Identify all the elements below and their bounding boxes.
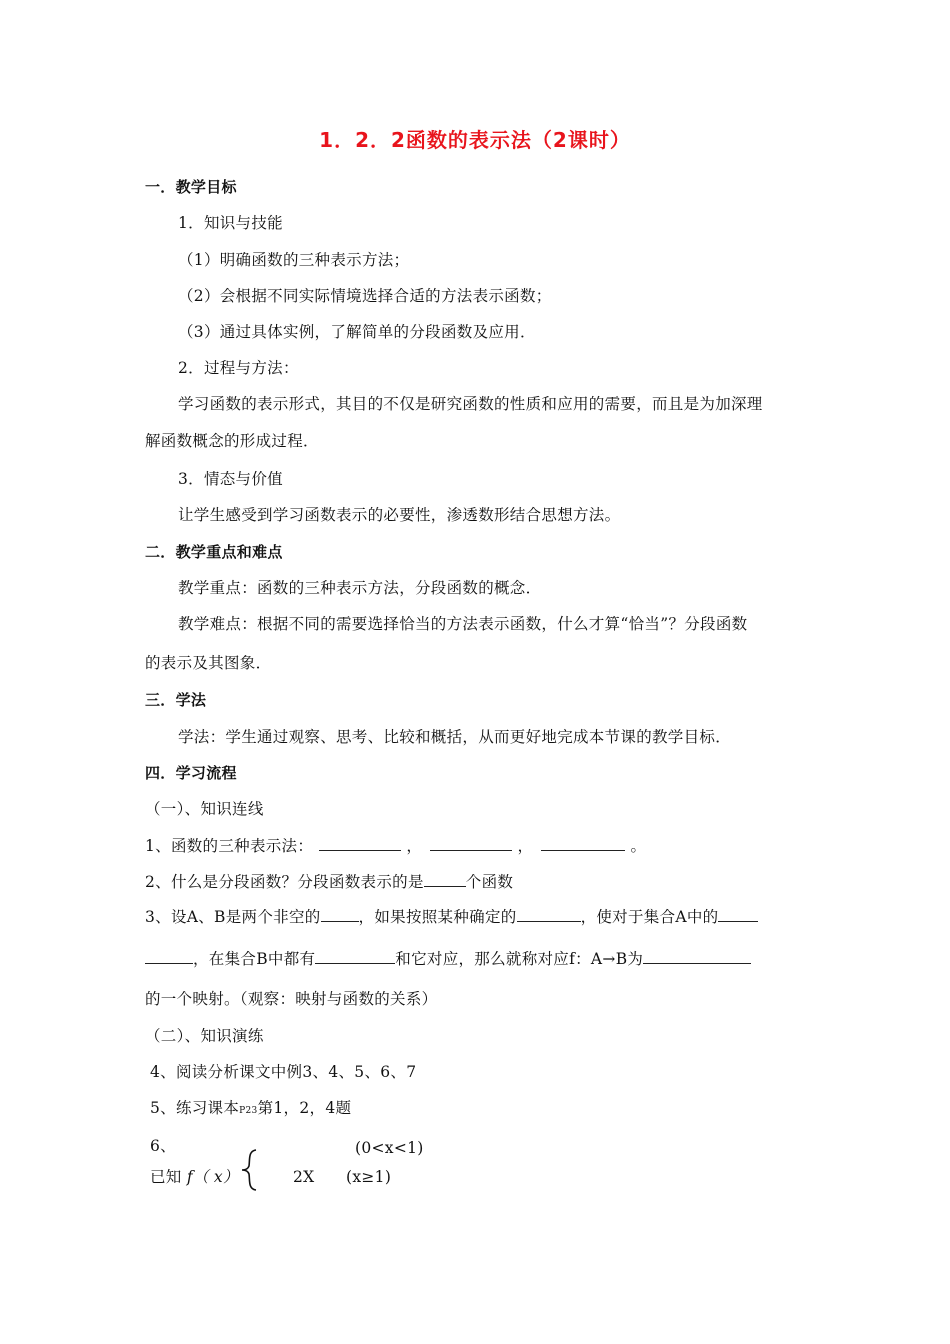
- document-title: 1．2．2函数的表示法（2课时）: [319, 128, 631, 152]
- answer-blank[interactable]: [430, 835, 512, 851]
- question-2-text: 2、什么是分段函数？分段函数表示的是: [145, 873, 424, 891]
- question-5: [150, 1098, 351, 1121]
- process-text-line-2: 解函数概念的形成过程．: [145, 432, 319, 450]
- answer-blank[interactable]: [319, 835, 401, 851]
- section-heading-method: 三．学法: [145, 691, 207, 709]
- goal-attitude-values: 3．情态与价值: [178, 470, 283, 488]
- answer-blank[interactable]: [541, 835, 625, 851]
- answer-blank[interactable]: [424, 871, 466, 887]
- question-3-text-b: ，如果按照某种确定的: [358, 908, 517, 926]
- comma-separator: ，: [406, 837, 423, 855]
- answer-blank[interactable]: [643, 948, 751, 964]
- answer-blank[interactable]: [517, 906, 581, 922]
- question-3-line-3: 的一个映射。（观察：映射与函数的关系）: [145, 990, 438, 1008]
- attitude-text: 让学生感受到学习函数表示的必要性，渗透数形结合思想方法。: [178, 506, 621, 524]
- page-reference: P23: [239, 1106, 258, 1116]
- answer-blank[interactable]: [145, 948, 193, 964]
- part-knowledge-practice: （二）、知识演练: [145, 1027, 264, 1045]
- full-stop: 。: [630, 837, 647, 855]
- part-knowledge-link: （一）、知识连线: [145, 800, 264, 818]
- function-f-of-x: f（ x）: [186, 1168, 239, 1186]
- goal-item-2: （2）会根据不同实际情境选择合适的方法表示函数；: [178, 287, 552, 305]
- given-text: 已知: [150, 1168, 182, 1186]
- question-3-text-c: ，使对于集合A中的: [580, 908, 719, 926]
- goal-item-1: （1）明确函数的三种表示方法；: [178, 251, 410, 269]
- question-1: [145, 835, 646, 856]
- question-3-text-a: 3、设A、B是两个非空的: [145, 908, 321, 926]
- difficulty-line-2: 的表示及其图象．: [145, 654, 272, 672]
- question-3-text-e: 和它对应，那么就称对应f：A→B为: [395, 950, 644, 968]
- goal-item-3: （3）通过具体实例，了解简单的分段函数及应用．: [178, 323, 536, 341]
- process-text-line-1: 学习函数的表示形式，其目的不仅是研究函数的性质和应用的需要，而且是为加深理: [178, 395, 763, 413]
- question-2-tail: 个函数: [465, 873, 514, 891]
- question-2: [145, 871, 513, 892]
- goal-knowledge-skills: 1．知识与技能: [178, 214, 283, 232]
- piecewise-condition-1: (0<x<1): [355, 1139, 424, 1157]
- answer-blank[interactable]: [321, 906, 359, 922]
- comma-separator: ，: [517, 837, 534, 855]
- section-heading-goals: 一．教学目标: [145, 178, 237, 196]
- question-5-tail: 第1，2，4题: [257, 1099, 352, 1117]
- question-5-text: 5、练习课本: [150, 1099, 240, 1117]
- question-4: 4、阅读分析课文中例3、4、5、6、7: [150, 1063, 417, 1081]
- answer-blank[interactable]: [315, 948, 395, 964]
- key-points: 教学重点：函数的三种表示方法，分段函数的概念．: [178, 579, 542, 597]
- piecewise-condition-2: (x≥1): [346, 1168, 392, 1186]
- answer-blank[interactable]: [718, 906, 758, 922]
- goal-process-method: 2．过程与方法：: [178, 359, 299, 377]
- question-3-line-1: [145, 906, 758, 927]
- question-3-text-d: ，在集合B中都有: [193, 950, 316, 968]
- question-3-line-2: [145, 948, 751, 969]
- question-1-text: 1、函数的三种表示法：: [145, 837, 314, 855]
- question-6-number: 6、: [150, 1137, 176, 1155]
- question-6-given: [150, 1167, 239, 1187]
- section-heading-key-difficult: 二．教学重点和难点: [145, 543, 283, 561]
- piecewise-expression-2: 2X: [293, 1168, 315, 1186]
- piecewise-brace-icon: [238, 1148, 260, 1192]
- method-text: 学法：学生通过观察、思考、比较和概括，从而更好地完成本节课的教学目标．: [178, 728, 732, 746]
- section-heading-flow: 四．学习流程: [145, 764, 237, 782]
- difficulty-line-1: 教学难点：根据不同的需要选择恰当的方法表示函数，什么才算“恰当”？分段函数: [178, 615, 748, 633]
